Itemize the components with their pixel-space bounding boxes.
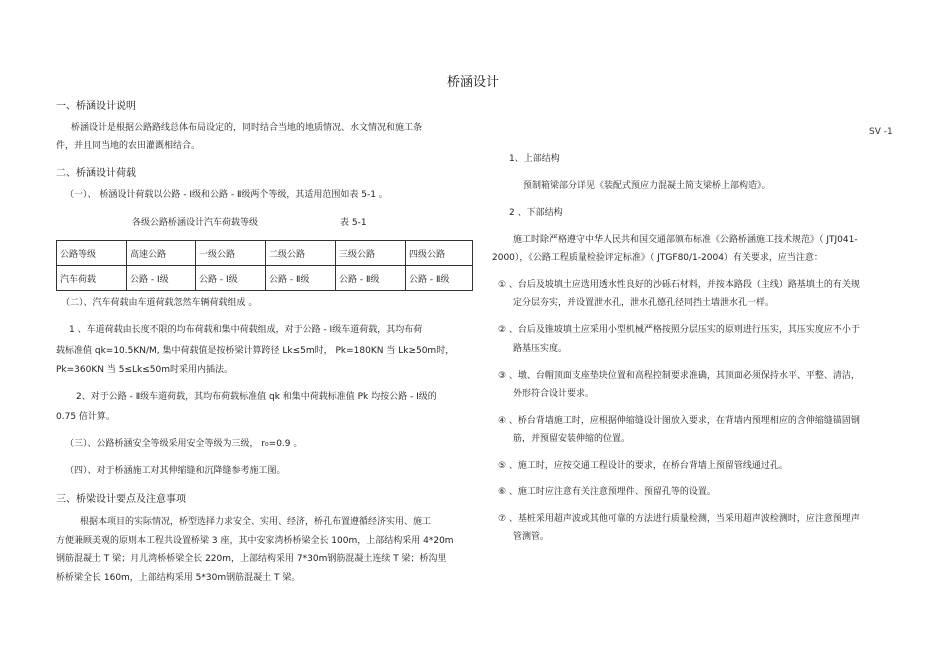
right-para-1: 预制箱梁部分详见《装配式预应力混凝土简支梁桥上部构造》。	[523, 181, 771, 191]
table-cell: 公路 - Ⅰ级	[196, 266, 266, 291]
section-3-para-line-4: 桥桥梁全长 160m，上部结构采用 5*30m钢筋混凝土 T 梁。	[56, 573, 301, 583]
table-cell: 公路 - Ⅰ级	[127, 266, 196, 291]
section-2-heading: 二、桥涵设计荷载	[56, 168, 136, 179]
list-item-7-line-1: ⑦ 、基桩采用超声波或其他可靠的方法进行质量检测，当采用超声波检测时，应注意预埋声	[498, 514, 860, 524]
section-3-heading: 三、桥梁设计要点及注意事项	[56, 494, 186, 505]
list-item-4-line-1: ④ 、桥台背墙施工时，应根据伸缩缝设计图放入要求，在背墙内预埋相应的含伸缩缝锚固钢	[498, 416, 860, 426]
section-1-heading: 一、桥涵设计说明	[56, 101, 136, 112]
list-item-1-line-1: ① 、台后及坡填土应选用透水性良好的沙砾石材料，并按本路段（主线）路基填土的有关规	[498, 280, 860, 290]
list-item-4-line-2: 筋，并预留安装伸缩的位置。	[513, 434, 631, 444]
table-number: 表 5-1	[340, 218, 367, 228]
section-2-para-6: （四）、对于桥涵施工对其伸缩缝和沉降缝参考施工图。	[65, 466, 286, 476]
section-3-para-line-2: 方便兼顾美观的原则本工程共设置桥梁 3 座，其中安家湾桥桥梁全长 100m，上部结构采用 4*20m	[56, 536, 454, 546]
list-item-2-line-2: 路基压实度。	[513, 344, 568, 354]
document-title: 桥涵设计	[447, 75, 500, 90]
table-cell: 公路 - Ⅱ级	[336, 266, 406, 291]
section-1-para-line-1: 桥涵设计是根据公路路线总体布局设定的，同时结合当地的地质情况、水文情况和施工条	[71, 123, 423, 133]
list-item-3-line-1: ③ 、墩、台帽顶面支座垫块位置和高程控制要求准确，其顶面必须保持水平、平整、清洁，	[498, 371, 860, 381]
drawing-code: SV -1	[869, 127, 893, 137]
table-cell: 公路 - Ⅱ级	[406, 266, 473, 291]
list-item-1-line-2: 定分层夯实，并设置泄水孔，泄水孔德孔径同挡土墙泄水孔一样。	[513, 298, 775, 308]
table-cell: 三级公路	[336, 241, 406, 266]
table-caption: 各级公路桥涵设计汽车荷载等级	[132, 218, 259, 228]
table-cell: 公路 - Ⅱ级	[266, 266, 336, 291]
section-1-para-line-2: 件，并且同当地的农田灌溉相结合。	[56, 141, 201, 151]
section-2-para-2: （二）、汽车荷载由车道荷载忽然车辆荷载组成 。	[61, 298, 258, 308]
table-cell: 高速公路	[127, 241, 196, 266]
list-item-6: ⑥ 、施工时应注意有关注意预埋件、预留孔等的设置。	[498, 487, 716, 497]
load-grade-table	[56, 240, 473, 291]
table-cell: 一级公路	[196, 241, 266, 266]
right-para-2-line-1: 施工时除严格遵守中华人民共和国交通部颁布标准《公路桥涵施工技术规范》（ JTJ041-	[513, 235, 858, 245]
section-2-para-1: （一）、 桥涵设计荷载以公路 - Ⅰ级和公路 - Ⅱ级两个等级，其适用范围如表 5-1 。	[65, 190, 388, 200]
section-2-para-4-line-2: 0.75 倍计算。	[56, 412, 115, 422]
section-2-para-4-line-1: 2、对于公路 - Ⅱ级车道荷载，其均布荷载标准值 qk 和集中荷载标准值 Pk 均按公路 - Ⅰ级的	[76, 392, 437, 402]
section-3-para-line-3: 钢筋混凝土 T 梁；月儿湾桥桥梁全长 220m，上部结构采用 7*30m钢筋混凝土连续 T 梁；桥沟里	[56, 554, 447, 564]
table-cell: 二级公路	[266, 241, 336, 266]
list-item-7-line-2: 管测管。	[513, 532, 550, 542]
table-row	[57, 266, 473, 291]
section-2-para-3-line-2: 载标准值 qk=10.5KN/M, 集中荷载值是按桥梁计算跨径 Lk≤5m时， Pk=180KN 当 Lk≥50m时，	[56, 346, 455, 356]
list-item-3-line-2: 外形符合设计要求。	[513, 389, 595, 399]
list-item-2-line-1: ② 、台后及锥坡填土应采用小型机械严格按照分层压实的原则进行压实，其压实度应不小于	[498, 325, 860, 335]
right-heading-2: 2 、下部结构	[509, 208, 563, 218]
right-heading-1: 1、上部结构	[509, 154, 560, 164]
section-2-para-3-line-3: Pk=360KN 当 5≤Lk≤50m时采用内插法。	[56, 365, 233, 375]
section-3-para-line-1: 根据本项目的实际情况，桥型选择力求安全、实用、经济，桥孔布置遵循经济实用、施工	[80, 517, 432, 527]
section-2-para-5: （三）、公路桥涵安全等级采用安全等级为三级， r₀=0.9 。	[65, 439, 303, 449]
list-item-5: ⑤ 、施工时，应按交通工程设计的要求，在桥台背墙上预留管线通过孔。	[498, 461, 788, 471]
right-para-2-line-2: 2000），《公路工程质量检验评定标准》（ JTGF80/1-2004）有关要求，应当注意：	[492, 253, 823, 263]
section-2-para-3-line-1: 1 、车道荷载由长度不限的均布荷载和集中荷载组成，对于公路 - Ⅰ级车道荷载，其均布荷	[69, 325, 423, 335]
table-cell: 汽车荷载	[57, 266, 127, 291]
table-row	[57, 241, 473, 266]
table-cell: 公路等级	[57, 241, 127, 266]
table-cell: 四级公路	[406, 241, 473, 266]
